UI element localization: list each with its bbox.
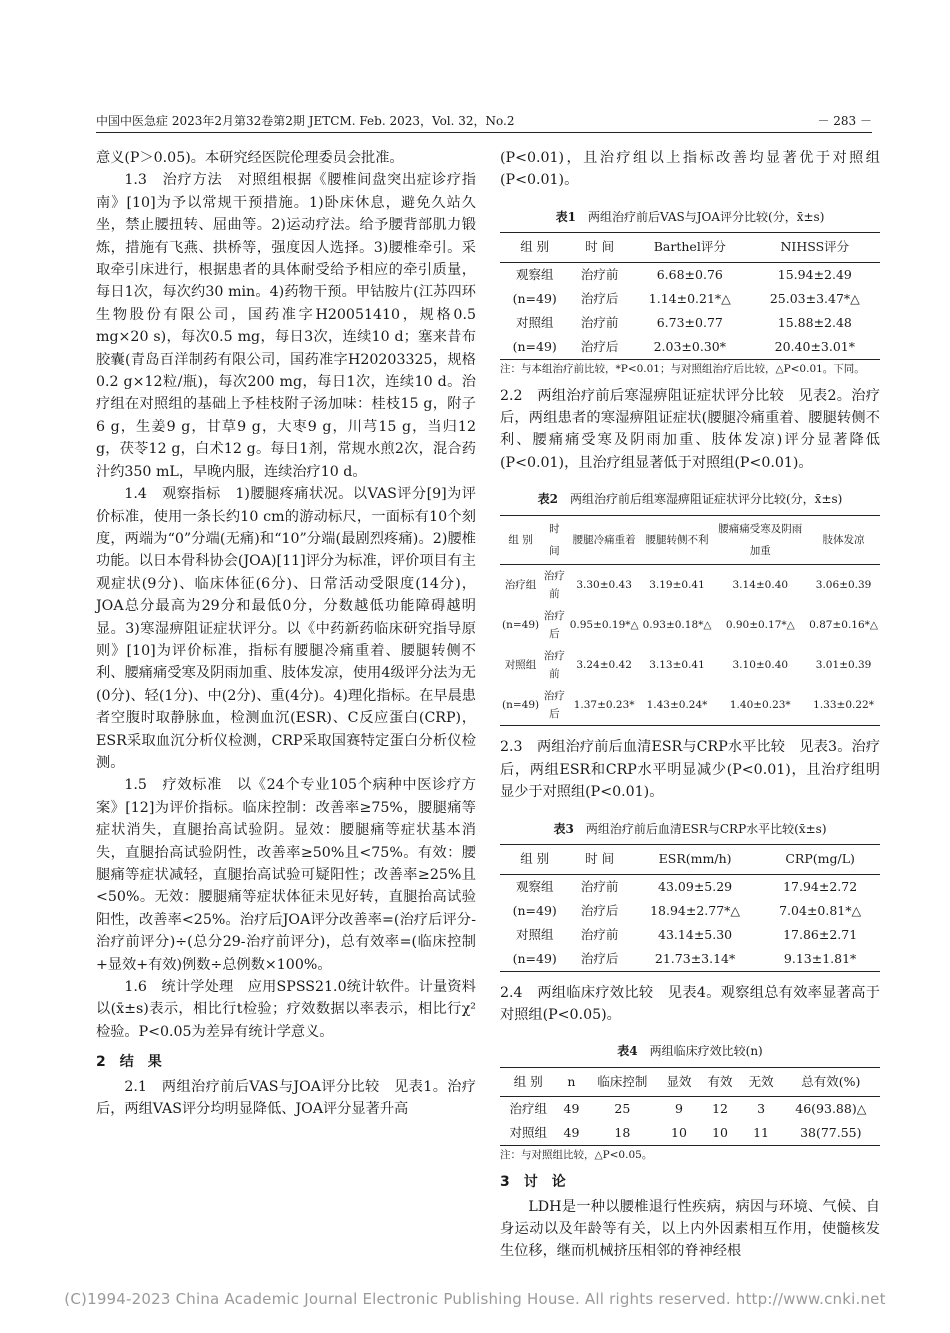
table2-title: 两组治疗前后组寒湿痹阻证症状评分比较(分，x̄±s) [570, 492, 843, 507]
header-rule [96, 132, 872, 133]
table-cell: 25 [614, 1101, 631, 1117]
table-cell: 0.95±0.19*△ [569, 619, 639, 632]
table-cell: 3.06±0.39 [815, 579, 872, 592]
paragraph-1-4: 1.4 观察指标 1)腰腿疼痛状况。以VAS评分[9]为评价标准，使用一条长约10 cm的游动标尺，一面标有10个刻度，两端为“0”分端(无痛)和“10”分端(最剧烈疼痛)。2)腰椎功能。以日本骨科协会(JOA)[11]评分为标准，评价项目有主观症状(9分)、临床体征(6分)、日常活动受限度(14分)，JOA总分最高为29分和最低0分，分数越低功能障碍越明显。3)寒湿痹阻证症状评分。以《中药新药临床研究指导原则》[10]为评价标准，指标有腰腿冷痛重着、腰腿转侧不利、腰痛痛受寒及阴雨加重、肢体发凉，使用4级评分法为无(0分)、轻(1分)、中(2分)、重(4分)。4)理化指标。在早晨患者空腹时取静脉血，检测血沉(ESR)、C反应蛋白(CRP)，ESR采取血沉分析仪检测，CRP采取国赛特定蛋白分析仪检测。 [96, 486, 476, 771]
table-cell: 1.43±0.24* [646, 699, 708, 712]
table1-note: 注：与本组治疗前比较，*P<0.01；与对照组治疗后比较，△P<0.01。下同。 [500, 362, 865, 375]
table-cell: 43.09±5.29 [658, 878, 733, 894]
table-cell: 20.40±3.01* [774, 338, 855, 354]
table-cell: 9 [675, 1101, 683, 1117]
table-row [500, 923, 880, 947]
table-cell: 治疗组 [504, 579, 537, 592]
table-row [500, 1121, 880, 1146]
paragraph-3: LDH是一种以腰椎退行性疾病，病因与环境、气候、自身运动以及年龄等有关，以上内外因素相互作用，使髓核发生位移，继而机械挤压相邻的脊神经根 [500, 1198, 880, 1260]
table-cell: 12 [712, 1101, 728, 1117]
table-cell: 治疗前 [543, 570, 565, 601]
table-row [500, 287, 880, 311]
right-column [500, 147, 880, 1263]
table-row [500, 1097, 880, 1122]
table-row [500, 335, 880, 360]
table-cell: 6.73±0.77 [656, 314, 723, 330]
table1-header: 时 间 [569, 233, 630, 262]
table-cell: 治疗组 [509, 1101, 548, 1117]
table-cell: 25.03±3.47*△ [769, 290, 860, 306]
paragraph-1-3: 1.3 治疗方法 对照组根据《腰椎间盘突出症诊疗指南》[10]为予以常规干预措施。1)卧床休息，避免久站久坐，禁止腰扭转、屈曲等。2)运动疗法。给予腰背部肌力锻炼，措施有飞燕、拱桥等，强度因人选择。3)腰椎牵引。采取牵引床进行，根据患者的具体耐受给予相应的牵引质量，每日1次，每次约30 min。4)药物干预。甲钴胺片(江苏四环生物股份有限公司，国药准字H20051410，规格0.5 mg×20 s)，每次0.5 mg，每日3次，连续10 d；塞来昔布胶囊(青岛百洋制药有限公司，国药准字H20203325，规格0.2 g×12粒/瓶)，每次200 mg，每日1次，连续10 d。治疗组在对照组的基础上予桂枝附子汤加味：桂枝15 g，附子6 g，生姜9 g，甘草9 g，大枣9 g，川芎15 g，当归12 g，茯苓12 g，白术12 g。每日1剂，常规水煎2次，混合药汁约350 mL，早晚内服，连续治疗10 d。 [96, 172, 476, 480]
table4-note: 注：与对照组比较，△P<0.05。 [500, 1149, 653, 1162]
table-row [500, 947, 880, 972]
table-cell: 10 [712, 1125, 728, 1141]
table-cell: 对照组 [504, 659, 537, 672]
table4-header: 无效 [741, 1067, 782, 1096]
table3 [500, 844, 880, 971]
table2-header: 腰腿冷痛重着 [568, 515, 641, 565]
left-column [96, 147, 476, 1120]
table-cell: 治疗前 [580, 314, 619, 330]
table1-header: NIHSS评分 [750, 233, 880, 262]
table2-header: 腰痛痛受寒及阴雨加重 [713, 515, 807, 565]
table-cell: 49 [563, 1125, 580, 1141]
table-cell: 43.14±5.30 [658, 926, 733, 942]
table-cell: (n=49) [512, 338, 557, 354]
table-cell: 3.19±0.41 [649, 579, 705, 592]
table-row [500, 899, 880, 923]
table-cell: 6.68±0.76 [656, 266, 723, 282]
table3-header: 时 间 [569, 845, 630, 874]
table2-number: 表2 [537, 492, 558, 507]
table-cell: 治疗后 [543, 610, 565, 641]
table-row [500, 311, 880, 335]
table-cell: 46(93.88)△ [795, 1101, 867, 1117]
table1-title: 两组治疗前后VAS与JOA评分比较(分，x̄±s) [587, 209, 825, 224]
table-cell: 治疗后 [580, 338, 619, 354]
table-cell: 治疗后 [580, 290, 619, 306]
table3-header: CRP(mg/L) [760, 845, 880, 874]
table-cell: 3.01±0.39 [815, 659, 872, 672]
paragraph-1-6: 1.6 统计学处理 应用SPSS21.0统计软件。计量资料以(x̄±s)表示，相比行t检验；疗效数据以率表示，相比行χ²检验。P<0.05为差异有统计学意义。 [96, 979, 476, 1040]
table-cell: 1.37±0.23* [573, 699, 635, 712]
table1 [500, 232, 880, 359]
paragraph-continued: (P<0.01)，且治疗组以上指标改善均显著优于对照组(P<0.01)。 [500, 150, 880, 189]
table-cell: 治疗前 [580, 266, 619, 282]
paragraph-2-3: 2.3 两组治疗前后血清ESR与CRP水平比较 见表3。治疗后，两组ESR和CRP水平明显减少(P<0.01)，且治疗组明显少于对照组(P<0.01)。 [500, 739, 880, 801]
table4-header: 总有效(%) [782, 1067, 880, 1096]
table-cell: 11 [753, 1125, 770, 1141]
table1-caption [500, 206, 880, 228]
table-cell: 18.94±2.77*△ [650, 902, 741, 918]
page-number: － 283 － [817, 114, 872, 128]
table3-number: 表3 [553, 821, 574, 836]
table-row [500, 874, 880, 899]
table-cell: 38(77.55) [800, 1125, 862, 1141]
copyright-watermark: (C)1994-2023 China Academic Journal Electronic Publishing House. All rights reserved. http://www.cnki.net [64, 1290, 886, 1308]
table-cell: 7.04±0.81*△ [779, 902, 862, 918]
table-cell: (n=49) [512, 290, 557, 306]
table2-caption [500, 488, 880, 510]
table-cell: 3.10±0.40 [732, 659, 789, 672]
table3-caption [500, 818, 880, 840]
table-cell: 18 [614, 1125, 631, 1141]
table-cell: 3.14±0.40 [732, 579, 789, 592]
table-cell: 观察组 [515, 266, 554, 282]
table-cell: 49 [563, 1101, 580, 1117]
table1-header: Barthel评分 [630, 233, 750, 262]
table3-header: ESR(mm/h) [630, 845, 760, 874]
table-cell: 10 [671, 1125, 687, 1141]
journal-citation: 中国中医急症 2023年2月第32卷第2期 JETCM. Feb. 2023，Vol. 32，No.2 [96, 114, 515, 128]
table-cell: 治疗前 [580, 878, 619, 894]
table-cell: 0.87±0.16*△ [809, 619, 878, 632]
table-cell: 9.13±1.81* [783, 950, 857, 966]
table-cell: 3.24±0.42 [576, 659, 632, 672]
table-cell: 3.30±0.43 [576, 579, 632, 592]
table2-header: 时 间 [541, 515, 568, 565]
table-cell: 0.93±0.18*△ [642, 619, 712, 632]
table-cell: 2.03±0.30* [653, 338, 726, 354]
table-cell: 治疗后 [580, 950, 619, 966]
table4-header: n [557, 1067, 587, 1096]
table-row [500, 685, 880, 726]
table1-header: 组 别 [500, 233, 569, 262]
table-row [500, 645, 880, 685]
table4 [500, 1067, 880, 1146]
table-row [500, 565, 880, 606]
table-cell: 1.14±0.21*△ [648, 290, 731, 306]
table2 [500, 515, 880, 727]
table4-number: 表4 [617, 1044, 638, 1059]
table3-header: 组 别 [500, 845, 569, 874]
table-cell: 治疗后 [543, 690, 565, 721]
table4-header: 临床控制 [586, 1067, 658, 1096]
table-cell: 治疗前 [543, 650, 565, 681]
table-cell: 治疗后 [580, 902, 619, 918]
table-cell: 对照组 [515, 926, 554, 942]
table1-number: 表1 [555, 209, 576, 224]
table-cell: 17.94±2.72 [783, 878, 858, 894]
table-cell: 观察组 [515, 878, 554, 894]
paragraph-2-2: 2.2 两组治疗前后寒湿痹阻证症状评分比较 见表2。治疗后，两组患者的寒湿痹阻证症状(腰腿冷痛重着、腰腿转侧不利、腰痛痛受寒及阴雨加重、肢体发凉)评分显著降低(P<0.01)，且治疗组显著低于对照组(P<0.01)。 [500, 387, 880, 471]
paragraph-1-5: 1.5 疗效标准 以《24个专业105个病种中医诊疗方案》[12]为评价指标。临床控制：改善率≥75%，腰腿痛等症状消失，直腿抬高试验阴。显效：腰腿痛等症状基本消失，直腿抬高试验阴性，改善率≥50%且<75%。有效：腰腿痛等症状减轻，直腿抬高试验可疑阳性；改善率≥25%且<50%。无效：腰腿痛等症状体征未见好转，直腿抬高试验阳性，改善率<25%。治疗后JOA评分改善率=(治疗后评分-治疗前评分)÷(总分29-治疗前评分)，总有效率=(临床控制+显效+有效)例数÷总例数×100%。 [96, 777, 476, 973]
table-cell: 对照组 [515, 314, 554, 330]
section-2-title: 2 结 果 [96, 1054, 162, 1071]
table-cell: 1.40±0.23* [729, 699, 791, 712]
table4-title: 两组临床疗效比较(n) [649, 1044, 763, 1059]
table4-header: 有效 [700, 1067, 741, 1096]
table3-title: 两组治疗前后血清ESR与CRP水平比较(x̄±s) [585, 821, 827, 836]
table2-header: 组 别 [500, 515, 541, 565]
table-row [500, 262, 880, 287]
table-cell: 0.90±0.17*△ [725, 619, 795, 632]
table4-header: 显效 [658, 1067, 699, 1096]
table-cell: (n=49) [502, 699, 540, 712]
table-cell: 对照组 [509, 1125, 548, 1141]
table-cell: 3.13±0.41 [649, 659, 705, 672]
paragraph: 意义(P＞0.05)。本研究经医院伦理委员会批准。 [96, 150, 404, 166]
paragraph-2-4: 2.4 两组临床疗效比较 见表4。观察组总有效率显著高于对照组(P<0.05)。 [500, 984, 880, 1023]
section-3-title: 3 讨 论 [500, 1174, 566, 1191]
table-cell: (n=49) [502, 619, 540, 632]
table-cell: (n=49) [512, 902, 557, 918]
table-cell: 17.86±2.71 [783, 926, 858, 942]
table-cell: 3 [757, 1101, 766, 1117]
table-cell: 治疗前 [580, 926, 619, 942]
table4-header: 组 别 [500, 1067, 557, 1096]
table-row [500, 605, 880, 645]
paragraph-2-1: 2.1 两组治疗前后VAS与JOA评分比较 见表1。治疗后，两组VAS评分均明显降低、JOA评分显著升高 [96, 1078, 476, 1118]
table-cell: 15.88±2.48 [777, 314, 852, 330]
table4-caption [500, 1040, 880, 1062]
table2-header: 腰腿转侧不利 [641, 515, 714, 565]
table-cell: (n=49) [512, 950, 557, 966]
table-cell: 21.73±3.14* [654, 950, 736, 966]
table-cell: 15.94±2.49 [777, 266, 852, 282]
table2-header: 肢体发凉 [807, 515, 880, 565]
table-cell: 1.33±0.22* [813, 699, 874, 712]
